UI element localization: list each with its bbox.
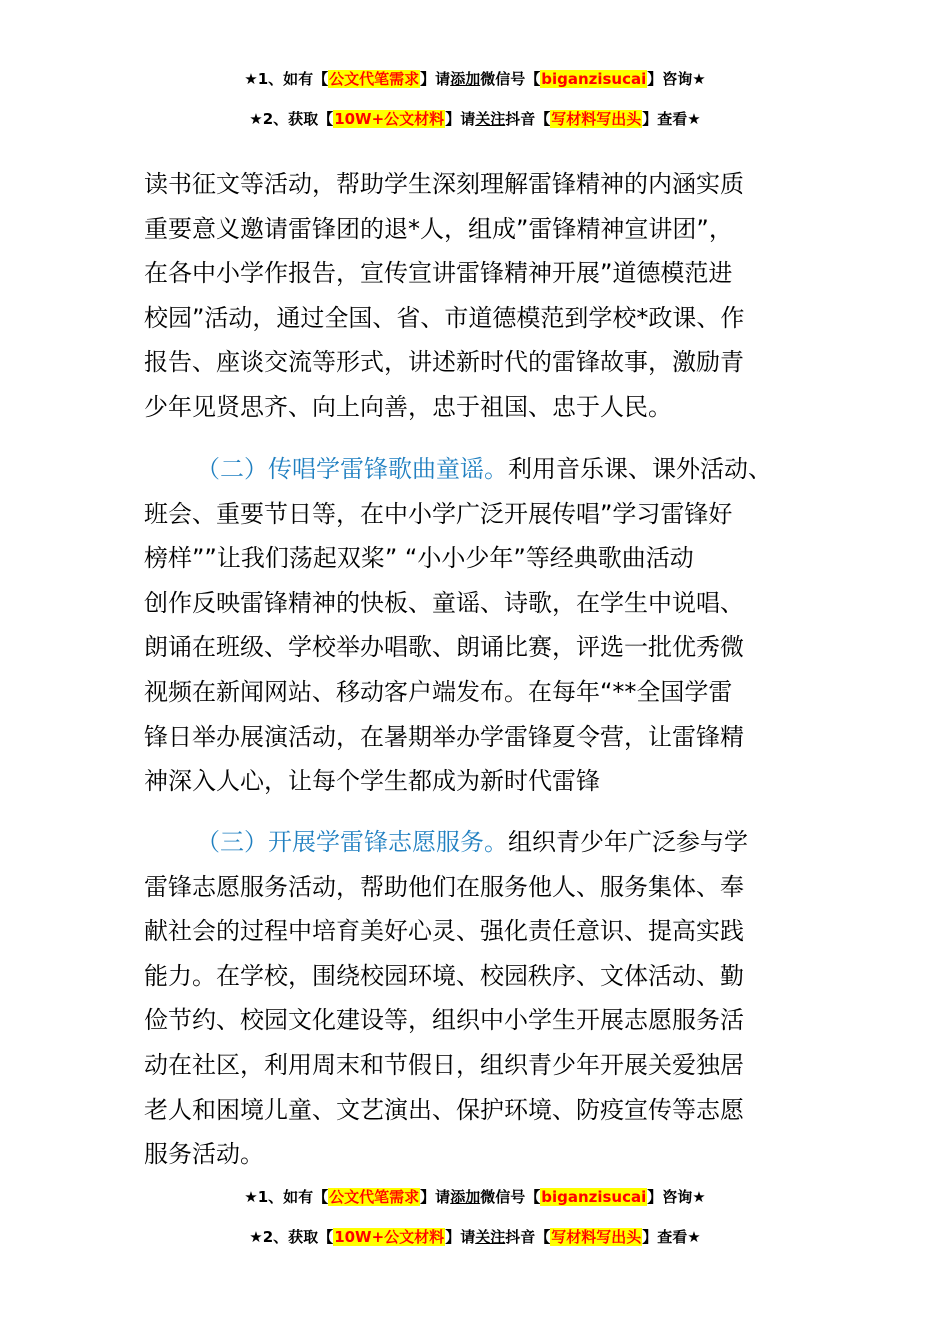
text-segment: 利用音乐课、课外活动、 [508, 455, 772, 483]
text-line: 能力。在学校，围绕校园环境、校园秩序、文体活动、勤 [144, 961, 744, 990]
text-line: 朗诵在班级、学校举办唱歌、朗诵比赛，评选一批优秀微 [144, 633, 744, 662]
text-line: 读书征文等活动，帮助学生深刻理解雷锋精神的内涵实质 [144, 170, 744, 198]
banner-text: 】请 [420, 1188, 451, 1206]
text-line: 俭节约、校园文化建设等，组织中小学生开展志愿服务活 [144, 1006, 744, 1035]
text-line: 少年见贤思齐、向上向善，忠于祖国、忠于人民。 [144, 392, 672, 421]
banner-highlight-wechat-id: biganzisucai [541, 70, 647, 88]
text-line: 重要意义邀请雷锋团的退*人，组成”雷锋精神宣讲团”， [144, 214, 733, 243]
banner-suffix: 】咨询★ [647, 1188, 706, 1206]
banner-prefix: ★1、如有【 [244, 70, 329, 88]
text-line: 锋日举办展演活动，在暑期举办学雷锋夏令营，让雷锋精 [144, 722, 744, 751]
paragraph-1 [144, 162, 814, 430]
text-segment: 组织青少年广泛参与学 [508, 828, 748, 856]
text-line: 班会、重要节日等，在中小学广泛开展传唱”学习雷锋好 [144, 499, 733, 528]
text-line: 在各中小学作报告，宣传宣讲雷锋精神开展”道德模范进 [144, 259, 733, 288]
banner-text: 】请 [445, 1228, 476, 1246]
banner-text: 抖音【 [505, 110, 551, 128]
paragraph-2 [144, 447, 814, 804]
banner-highlight-service: 公文代笔需求 [329, 70, 420, 88]
paragraph-first-line [144, 447, 814, 492]
banner-highlight-materials: 10W+公文材料 [334, 1228, 445, 1246]
banner-text: 】请 [420, 70, 451, 88]
banner-suffix: 】查看★ [642, 110, 701, 128]
text-line: 服务活动。 [144, 1140, 264, 1169]
text-line: 老人和困境儿童、文艺演出、保护环境、防疫宣传等志愿 [144, 1095, 744, 1124]
bottom-banner-line-1 [0, 1186, 950, 1208]
banner-highlight-douyin-account: 写材料写出头 [551, 110, 642, 128]
section-heading-2: （二）传唱学雷锋歌曲童谣。 [196, 455, 508, 483]
banner-underlined-text: 添加 [450, 70, 481, 88]
banner-highlight-materials: 10W+公文材料 [334, 110, 445, 128]
paragraph-first-line [144, 820, 814, 865]
banner-suffix: 】咨询★ [647, 70, 706, 88]
text-line: 视频在新闻网站、移动客户端发布。在每年“**全国学雷 [144, 677, 733, 706]
section-heading-3: （三）开展学雷锋志愿服务。 [196, 828, 508, 856]
text-line: 榜样””让我们荡起双桨” “小小少年”等经典歌曲活动 [144, 544, 694, 573]
banner-text: 微信号【 [480, 70, 541, 88]
text-line: 献社会的过程中培育美好心灵、强化责任意识、提高实践 [144, 917, 744, 946]
banner-highlight-wechat-id: biganzisucai [541, 1188, 647, 1206]
banner-text: 抖音【 [505, 1228, 551, 1246]
banner-prefix: ★2、获取【 [249, 110, 334, 128]
text-line: 雷锋志愿服务活动，帮助他们在服务他人、服务集体、奉 [144, 872, 744, 901]
top-banner-line-2 [0, 108, 950, 130]
banner-underlined-text: 关注 [475, 1228, 506, 1246]
text-line: 神深入人心，让每个学生都成为新时代雷锋 [144, 767, 600, 796]
banner-underlined-text: 添加 [450, 1188, 481, 1206]
banner-prefix: ★1、如有【 [244, 1188, 329, 1206]
banner-highlight-douyin-account: 写材料写出头 [551, 1228, 642, 1246]
banner-text: 】请 [445, 110, 476, 128]
text-line: 动在社区，利用周末和节假日，组织青少年开展关爱独居 [144, 1050, 744, 1079]
banner-underlined-text: 关注 [475, 110, 506, 128]
top-banner-line-1 [0, 68, 950, 90]
banner-prefix: ★2、获取【 [249, 1228, 334, 1246]
banner-suffix: 】查看★ [642, 1228, 701, 1246]
text-line: 创作反映雷锋精神的快板、童谣、诗歌，在学生中说唱、 [144, 588, 744, 617]
paragraph-3 [144, 820, 814, 1177]
text-line: 校园”活动，通过全国、省、市道德模范到学校*政课、作 [144, 303, 745, 332]
banner-text: 微信号【 [480, 1188, 541, 1206]
text-line: 报告、座谈交流等形式，讲述新时代的雷锋故事，激励青 [144, 348, 744, 377]
bottom-banner-line-2 [0, 1226, 950, 1248]
banner-highlight-service: 公文代笔需求 [329, 1188, 420, 1206]
